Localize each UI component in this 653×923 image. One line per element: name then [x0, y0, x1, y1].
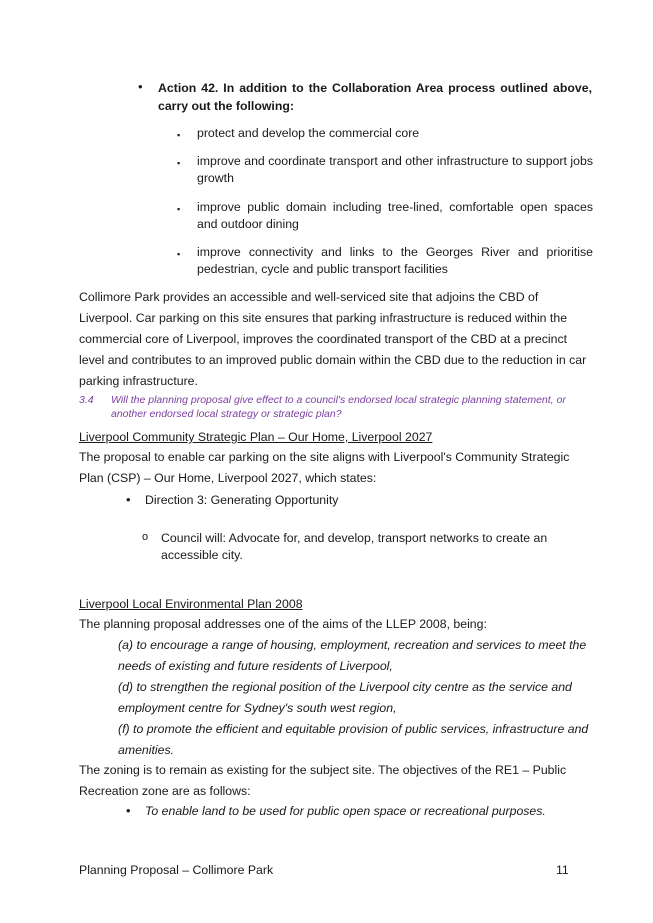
aim-f: (f) to promote the efficient and equitable provision of public services, infrastructure and amenities. — [118, 722, 589, 757]
csp-paragraph: The proposal to enable car parking on the site aligns with Liverpool's Community Strategic Plan (CSP) – Our Home, Liverpool 2027, which states: — [79, 450, 570, 485]
csp-heading: Liverpool Community Strategic Plan – Our Home, Liverpool 2027 — [79, 430, 433, 444]
square-bullet-icon: ▪ — [177, 249, 181, 259]
objective-bullet: • — [126, 803, 131, 818]
action-item-connectivity: improve connectivity and links to the Georges River and prioritise pedestrian, cycle and public transport facilities — [197, 245, 593, 276]
llep-aims — [118, 635, 593, 761]
square-bullet-icon: ▪ — [177, 158, 181, 168]
question-number: 3.4 — [79, 394, 94, 406]
direction-bullet: • — [126, 492, 131, 507]
council-statement: Council will: Advocate for, and develop, transport networks to create an accessible city. — [161, 531, 548, 562]
square-bullet-icon: ▪ — [177, 130, 181, 140]
circle-bullet-icon: o — [142, 531, 149, 543]
llep-heading: Liverpool Local Environmental Plan 2008 — [79, 597, 303, 611]
aim-d: (d) to strengthen the regional position of the Liverpool city centre as the service and employment centre for Sydney's south west region, — [118, 680, 572, 715]
zoning-paragraph: The zoning is to remain as existing for the subject site. The objectives of the RE1 – Public Recreation zone are as follows: — [79, 763, 567, 798]
page-number: 11 — [556, 863, 569, 877]
square-bullet-icon: ▪ — [177, 204, 181, 214]
action-item-transport: improve and coordinate transport and other infrastructure to support jobs growth — [197, 154, 593, 185]
direction-text: Direction 3: Generating Opportunity — [145, 493, 339, 507]
aim-a: (a) to encourage a range of housing, employment, recreation and services to meet the needs of existing and future residents of Liverpool, — [118, 638, 587, 673]
action-item-commercial-core: protect and develop the commercial core — [197, 126, 420, 140]
collimore-paragraph: Collimore Park provides an accessible and well-serviced site that adjoins the CBD of Liverpool. Car parking on this site ensures that parking infrastructure is reduced within the commercial core of Liverpool, improves the coordinated transport of the CBD at a precinct level and contributes to an improved public domain within the CBD due to the reduction in car parking infrastructure. — [79, 290, 587, 388]
action-heading: Action 42. In addition to the Collaboration Area process outlined above, carry out the following: — [158, 81, 592, 113]
question-text: Will the planning proposal give effect to a council's endorsed local strategic planning statement, or another endorsed local strategy or strategic plan? — [111, 394, 566, 420]
action-bullet: • — [138, 79, 143, 94]
llep-paragraph: The planning proposal addresses one of the aims of the LLEP 2008, being: — [79, 617, 487, 631]
zone-objective: To enable land to be used for public open space or recreational purposes. — [145, 804, 546, 818]
action-item-public-domain: improve public domain including tree-lined, comfortable open spaces and outdoor dining — [197, 200, 593, 231]
footer-title: Planning Proposal – Collimore Park — [79, 863, 274, 877]
